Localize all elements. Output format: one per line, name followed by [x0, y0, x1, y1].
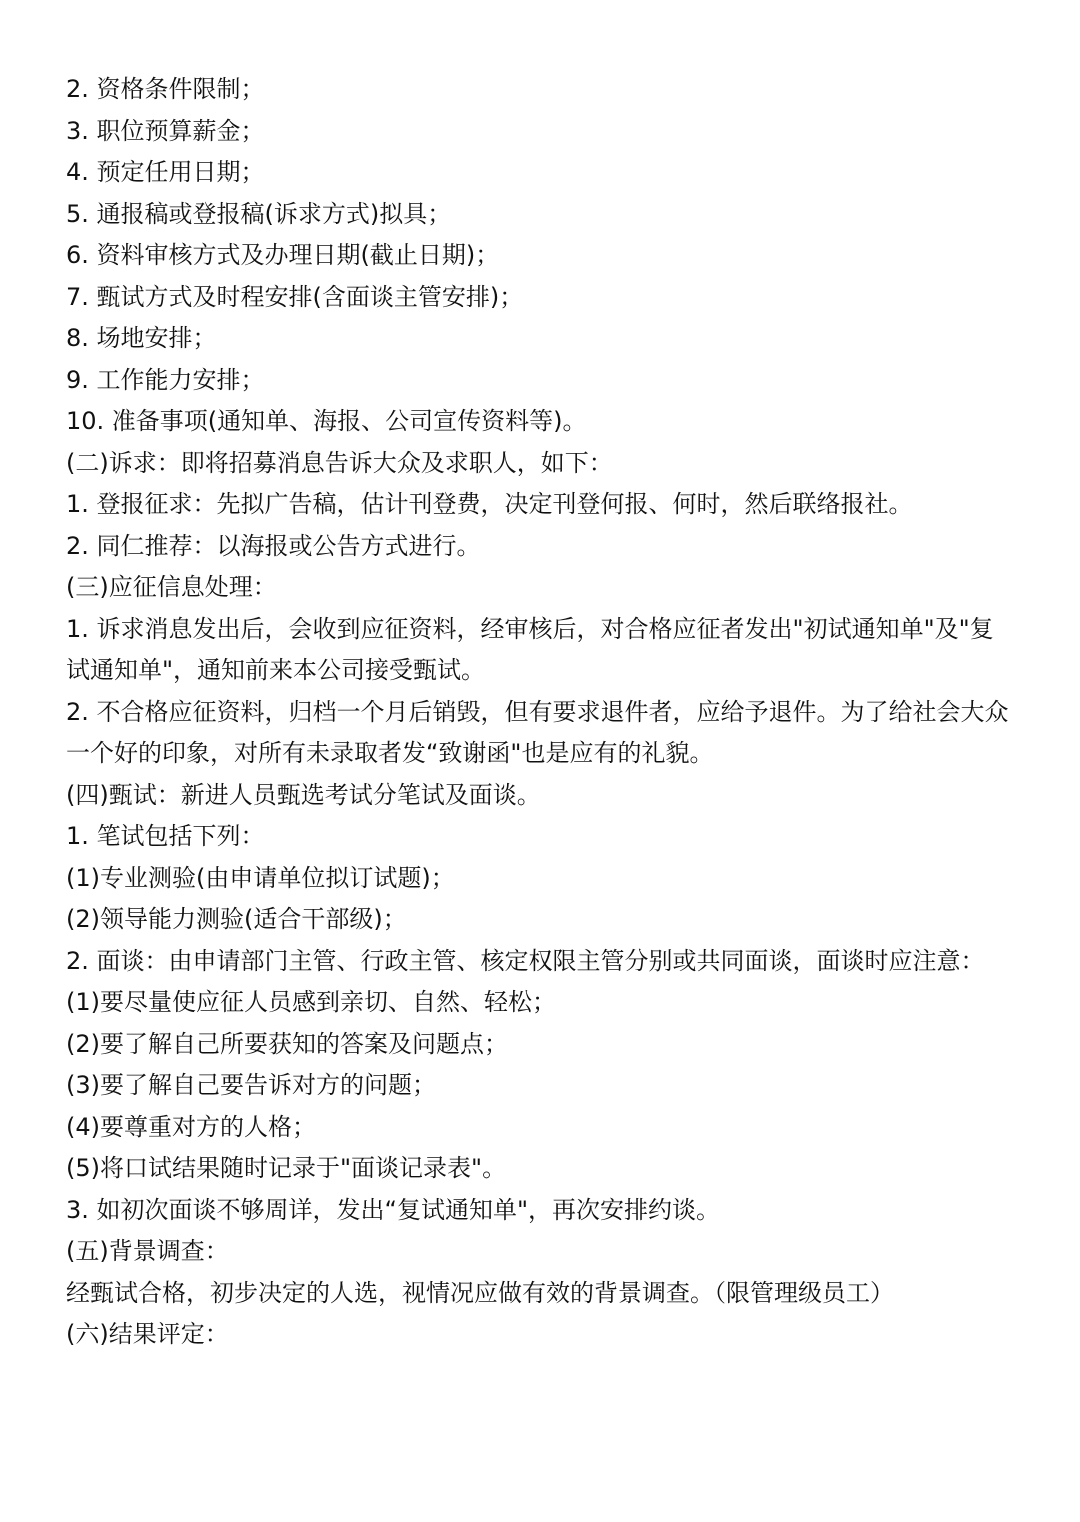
text-line: 2. 资格条件限制； [66, 75, 265, 103]
section-heading: (四)甄试：新进人员甄选考试分笔试及面谈。 [66, 780, 541, 809]
text-line: 4. 预定任用日期； [66, 158, 265, 186]
text-paragraph: 2. 面谈：由申请部门主管、行政主管、核定权限主管分别或共同面谈，面谈时应注意： [66, 946, 985, 975]
text-line: (4)要尊重对方的人格； [66, 1112, 316, 1141]
text-line: 3. 如初次面谈不够周详，发出“复试通知单"，再次安排约谈。 [66, 1195, 720, 1224]
text-line: (1)要尽量使应征人员感到亲切、自然、轻松； [66, 988, 556, 1016]
text-paragraph: 1. 诉求消息发出后，会收到应征资料，经审核后，对合格应征者发出"初试通知单"及"复试通知单"，通知前来本公司接受甄试。 [66, 614, 994, 684]
text-paragraph: 2. 不合格应征资料，归档一个月后销毁，但有要求退件者，应给予退件。为了给社会大众一个好的印象，对所有未录取者发“致谢函"也是应有的礼貌。 [66, 697, 1009, 767]
text-line: 10. 准备事项(通知单、海报、公司宣传资料等)。 [66, 407, 587, 435]
section-heading: (六)结果评定： [66, 1320, 229, 1348]
text-line: (5)将口试结果随时记录于"面谈记录表"。 [66, 1154, 507, 1182]
text-line: 6. 资料审核方式及办理日期(截止日期)； [66, 241, 500, 269]
text-line: 9. 工作能力安排； [66, 365, 265, 394]
text-line: (2)领导能力测验(适合干部级)； [66, 905, 407, 933]
text-line: (3)要了解自己要告诉对方的问题； [66, 1071, 436, 1099]
text-line: 2. 同仁推荐：以海报或公告方式进行。 [66, 531, 481, 560]
text-line: 7. 甄试方式及时程安排(含面谈主管安排)； [66, 282, 524, 311]
section-heading: (二)诉求：即将招募消息告诉大众及求职人，如下： [66, 448, 613, 477]
text-line: 1. 登报征求：先拟广告稿，估计刊登费，决定刊登何报、何时，然后联络报社。 [66, 490, 913, 518]
text-line: (2)要了解自己所要获知的答案及问题点； [66, 1029, 508, 1058]
section-heading: (五)背景调查： [66, 1237, 229, 1265]
text-line: 1. 笔试包括下列： [66, 822, 265, 850]
document-body [66, 69, 1016, 1356]
text-line: 8. 场地安排； [66, 324, 217, 352]
text-line: 3. 职位预算薪金； [66, 116, 265, 145]
text-line: 5. 通报稿或登报稿(诉求方式)拟具； [66, 199, 452, 228]
section-heading: (三)应征信息处理： [66, 573, 277, 601]
text-line: (1)专业测验(由申请单位拟订试题)； [66, 863, 455, 892]
text-line: 经甄试合格，初步决定的人选，视情况应做有效的背景调查。（限管理级员工） [66, 1278, 894, 1307]
